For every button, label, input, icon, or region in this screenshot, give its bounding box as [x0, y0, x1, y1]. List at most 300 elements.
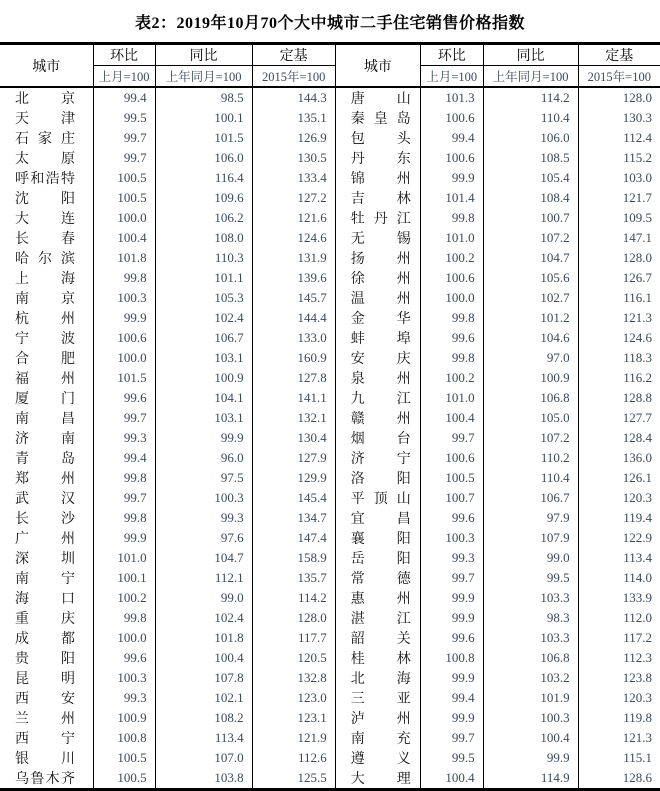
mom-value-right: 100.5 — [420, 468, 483, 488]
base-value-right: 112.3 — [623, 650, 652, 665]
table-row — [0, 188, 660, 208]
yoy-value-right: 102.7 — [483, 288, 578, 308]
city-name-left: 南宁 — [15, 572, 75, 587]
yoy-value-left: 102.4 — [155, 608, 252, 628]
city-name-right: 秦皇岛 — [350, 112, 411, 127]
base-value-left: 117.7 — [252, 628, 335, 648]
city-cell-right — [335, 108, 420, 128]
city-cell-left — [0, 368, 93, 388]
yoy-value-right: 105.0 — [483, 408, 578, 428]
city-cell-left — [0, 628, 93, 648]
city-cell-left — [0, 408, 93, 428]
yoy-value-right: 104.7 — [483, 248, 578, 268]
base-value-right: 113.4 — [623, 550, 652, 565]
city-name-right: 无锡 — [350, 232, 411, 247]
city-name-left: 长沙 — [15, 512, 75, 527]
yoy-value-left: 104.7 — [155, 548, 252, 568]
city-name-right: 常德 — [350, 572, 411, 587]
mom-value-right: 101.4 — [420, 188, 483, 208]
yoy-value-left: 102.1 — [155, 688, 252, 708]
city-cell-right — [335, 448, 420, 468]
yoy-value-left: 100.4 — [155, 648, 252, 668]
mom-value-right: 99.9 — [420, 708, 483, 728]
city-name-right: 金华 — [350, 312, 411, 327]
mom-value-left: 99.8 — [93, 268, 155, 288]
table-row — [0, 148, 660, 168]
city-name-left: 武汉 — [15, 492, 75, 507]
base-value-left: 133.0 — [252, 328, 335, 348]
yoy-value-left: 99.9 — [155, 428, 252, 448]
city-name-left: 长春 — [15, 232, 75, 247]
base-value-right: 133.9 — [622, 590, 652, 605]
col-header-yoy-left: 同比 — [155, 44, 252, 66]
city-cell-left — [0, 568, 93, 588]
yoy-value-right: 103.3 — [483, 588, 578, 608]
yoy-value-left: 98.5 — [155, 87, 252, 108]
table-row — [0, 708, 660, 728]
table-row — [0, 168, 660, 188]
city-cell-left — [0, 428, 93, 448]
yoy-value-left: 100.9 — [155, 368, 252, 388]
city-cell-right — [335, 248, 420, 268]
yoy-value-right: 97.0 — [483, 348, 578, 368]
table-row — [0, 548, 660, 568]
subheader-yoy-left: 上年同月=100 — [155, 66, 252, 88]
city-name-right: 烟台 — [350, 432, 411, 447]
city-name-right: 泉州 — [350, 372, 411, 387]
yoy-value-left: 107.8 — [155, 668, 252, 688]
city-cell-left — [0, 108, 93, 128]
mom-value-left: 100.6 — [93, 328, 155, 348]
mom-value-left: 100.5 — [93, 768, 155, 790]
table-row — [0, 228, 660, 248]
base-value-left: 144.3 — [252, 87, 335, 108]
city-name-right: 泸州 — [350, 712, 411, 727]
city-name-right: 襄阳 — [350, 532, 411, 547]
base-value-left: 129.9 — [252, 468, 335, 488]
mom-value-right: 100.8 — [420, 648, 483, 668]
base-value-right: 147.1 — [622, 230, 652, 245]
city-name-right: 包头 — [350, 132, 411, 147]
city-name-left: 北京 — [15, 92, 75, 107]
base-value-right: 128.4 — [622, 430, 652, 445]
table-row — [0, 588, 660, 608]
city-name-right: 蚌埠 — [350, 332, 411, 347]
city-name-right: 宜昌 — [350, 512, 411, 527]
city-cell-left — [0, 248, 93, 268]
base-value-right: 120.3 — [622, 490, 652, 505]
base-value-left: 127.2 — [252, 188, 335, 208]
city-cell-left — [0, 388, 93, 408]
city-name-right: 桂林 — [350, 652, 411, 667]
yoy-value-left: 101.8 — [155, 628, 252, 648]
mom-value-right: 100.6 — [420, 148, 483, 168]
base-value-right: 118.3 — [623, 350, 652, 365]
city-name-right: 扬州 — [350, 252, 411, 267]
city-name-left: 南京 — [15, 292, 75, 307]
base-value-right: 120.3 — [622, 690, 652, 705]
mom-value-left: 100.0 — [93, 348, 155, 368]
table-row — [0, 348, 660, 368]
base-value-left: 132.1 — [252, 408, 335, 428]
base-value-right: 119.4 — [623, 510, 652, 525]
base-value-right: 112.0 — [623, 610, 652, 625]
yoy-value-right: 105.4 — [483, 168, 578, 188]
mom-value-right: 99.7 — [420, 568, 483, 588]
base-value-left: 145.7 — [252, 288, 335, 308]
base-value-right: 121.7 — [622, 190, 652, 205]
mom-value-right: 100.6 — [420, 268, 483, 288]
city-cell-right — [335, 468, 420, 488]
base-value-right: 126.1 — [622, 470, 652, 485]
city-cell-right — [335, 148, 420, 168]
base-value-right: 117.2 — [623, 630, 652, 645]
base-value-left: 127.9 — [252, 448, 335, 468]
base-value-left: 127.8 — [252, 368, 335, 388]
city-cell-right — [335, 688, 420, 708]
city-cell-left — [0, 728, 93, 748]
city-cell-left — [0, 708, 93, 728]
yoy-value-right: 100.7 — [483, 208, 578, 228]
table-row — [0, 248, 660, 268]
mom-value-left: 100.5 — [93, 748, 155, 768]
subheader-yoy-right: 上年同月=100 — [483, 66, 578, 88]
yoy-value-right: 99.0 — [483, 548, 578, 568]
mom-value-right: 100.3 — [420, 528, 483, 548]
mom-value-left: 101.8 — [93, 248, 155, 268]
base-value-left: 125.5 — [252, 768, 335, 790]
mom-value-right: 100.7 — [420, 488, 483, 508]
city-cell-left — [0, 208, 93, 228]
city-cell-right — [335, 268, 420, 288]
city-cell-left — [0, 168, 93, 188]
city-name-right: 岳阳 — [350, 552, 411, 567]
table-row — [0, 608, 660, 628]
mom-value-left: 99.7 — [93, 488, 155, 508]
city-cell-right — [335, 328, 420, 348]
table-body — [0, 87, 660, 790]
city-name-right: 南充 — [350, 732, 411, 747]
yoy-value-left: 103.1 — [155, 348, 252, 368]
table-header — [0, 44, 660, 88]
city-cell-right — [335, 488, 420, 508]
yoy-value-left: 97.5 — [155, 468, 252, 488]
mom-value-right: 99.6 — [420, 628, 483, 648]
col-header-mom-left: 环比 — [93, 44, 155, 66]
city-cell-right — [335, 548, 420, 568]
city-name-right: 遵义 — [350, 752, 411, 767]
table-row — [0, 408, 660, 428]
city-cell-left — [0, 668, 93, 688]
col-header-yoy-right: 同比 — [483, 44, 578, 66]
base-value-right: 128.6 — [622, 770, 652, 785]
mom-value-right: 99.9 — [420, 168, 483, 188]
mom-value-left: 99.6 — [93, 648, 155, 668]
table-row — [0, 308, 660, 328]
city-name-left: 宁波 — [15, 332, 75, 347]
mom-value-right: 99.8 — [420, 308, 483, 328]
city-cell-left — [0, 448, 93, 468]
city-cell-right — [335, 728, 420, 748]
base-value-left: 123.1 — [252, 708, 335, 728]
city-cell-right — [335, 128, 420, 148]
yoy-value-left: 103.1 — [155, 408, 252, 428]
mom-value-right: 99.6 — [420, 508, 483, 528]
yoy-value-right: 114.9 — [483, 768, 578, 790]
table-row — [0, 508, 660, 528]
city-name-left: 济南 — [15, 432, 75, 447]
city-name-left: 昆明 — [15, 672, 75, 687]
city-cell-right — [335, 508, 420, 528]
mom-value-left: 99.7 — [93, 408, 155, 428]
mom-value-right: 99.9 — [420, 588, 483, 608]
city-name-left: 哈尔滨 — [15, 252, 75, 267]
yoy-value-left: 106.0 — [155, 148, 252, 168]
base-value-left: 134.7 — [252, 508, 335, 528]
city-cell-right — [335, 668, 420, 688]
mom-value-left: 99.3 — [93, 428, 155, 448]
city-cell-right — [335, 608, 420, 628]
mom-value-right: 99.6 — [420, 328, 483, 348]
yoy-value-right: 110.4 — [483, 108, 578, 128]
yoy-value-left: 100.1 — [155, 108, 252, 128]
city-name-right: 大理 — [350, 772, 411, 787]
table-row — [0, 568, 660, 588]
yoy-value-left: 100.3 — [155, 488, 252, 508]
city-cell-left — [0, 688, 93, 708]
yoy-value-left: 105.3 — [155, 288, 252, 308]
yoy-value-left: 116.4 — [155, 168, 252, 188]
city-name-left: 石家庄 — [15, 132, 75, 147]
mom-value-right: 99.8 — [420, 348, 483, 368]
yoy-value-right: 108.4 — [483, 188, 578, 208]
base-value-left: 135.7 — [252, 568, 335, 588]
city-name-right: 牡丹江 — [350, 212, 411, 227]
yoy-value-left: 96.0 — [155, 448, 252, 468]
yoy-value-left: 113.4 — [155, 728, 252, 748]
mom-value-right: 100.4 — [420, 768, 483, 790]
city-name-right: 温州 — [350, 292, 411, 307]
city-cell-right — [335, 288, 420, 308]
city-cell-right — [335, 628, 420, 648]
city-name-left: 南昌 — [15, 412, 75, 427]
subheader-mom-left: 上月=100 — [93, 66, 155, 88]
city-name-left: 沈阳 — [15, 192, 75, 207]
city-cell-left — [0, 508, 93, 528]
city-cell-left — [0, 228, 93, 248]
mom-value-left: 101.0 — [93, 548, 155, 568]
base-value-left: 130.5 — [252, 148, 335, 168]
mom-value-right: 100.4 — [420, 408, 483, 428]
base-value-left: 124.6 — [252, 228, 335, 248]
base-value-right: 121.3 — [622, 730, 652, 745]
city-cell-right — [335, 87, 420, 108]
city-cell-right — [335, 568, 420, 588]
base-value-left: 128.0 — [252, 608, 335, 628]
base-value-left: 160.9 — [252, 348, 335, 368]
mom-value-left: 99.9 — [93, 528, 155, 548]
yoy-value-right: 101.2 — [483, 308, 578, 328]
table-row — [0, 388, 660, 408]
table-row — [0, 128, 660, 148]
city-cell-left — [0, 148, 93, 168]
city-cell-right — [335, 588, 420, 608]
city-cell-left — [0, 768, 93, 790]
base-value-right: 126.7 — [622, 270, 652, 285]
base-value-right: 128.0 — [622, 90, 652, 105]
price-index-table — [0, 42, 660, 791]
table-row — [0, 428, 660, 448]
base-value-right: 121.3 — [622, 310, 652, 325]
city-name-left: 青岛 — [15, 452, 75, 467]
base-value-left: 123.0 — [252, 688, 335, 708]
base-value-left: 132.8 — [252, 668, 335, 688]
mom-value-left: 100.8 — [93, 728, 155, 748]
yoy-value-left: 101.5 — [155, 128, 252, 148]
city-cell-right — [335, 368, 420, 388]
city-cell-left — [0, 188, 93, 208]
mom-value-left: 99.5 — [93, 108, 155, 128]
city-name-left: 西安 — [15, 692, 75, 707]
mom-value-right: 100.6 — [420, 448, 483, 468]
table-row — [0, 108, 660, 128]
city-cell-right — [335, 708, 420, 728]
base-value-left: 126.9 — [252, 128, 335, 148]
base-value-right: 122.9 — [622, 530, 652, 545]
mom-value-right: 100.2 — [420, 368, 483, 388]
city-name-right: 湛江 — [350, 612, 411, 627]
table-row — [0, 368, 660, 388]
table-row — [0, 488, 660, 508]
mom-value-left: 100.1 — [93, 568, 155, 588]
base-value-right: 136.0 — [622, 450, 652, 465]
base-value-right: 124.6 — [622, 330, 652, 345]
city-cell-right — [335, 528, 420, 548]
city-cell-right — [335, 208, 420, 228]
mom-value-left: 99.7 — [93, 148, 155, 168]
yoy-value-left: 99.3 — [155, 508, 252, 528]
yoy-value-right: 104.6 — [483, 328, 578, 348]
city-name-left: 海口 — [15, 592, 75, 607]
mom-value-right: 101.3 — [420, 87, 483, 108]
city-name-left: 大连 — [15, 212, 75, 227]
yoy-value-right: 107.2 — [483, 228, 578, 248]
yoy-value-left: 97.6 — [155, 528, 252, 548]
base-value-right: 127.7 — [622, 410, 652, 425]
city-name-right: 平顶山 — [350, 492, 411, 507]
mom-value-left: 99.9 — [93, 308, 155, 328]
base-value-right: 119.8 — [623, 710, 652, 725]
city-name-right: 唐山 — [350, 92, 411, 107]
city-name-left: 深圳 — [15, 552, 75, 567]
mom-value-left: 99.7 — [93, 128, 155, 148]
yoy-value-right: 107.2 — [483, 428, 578, 448]
city-cell-right — [335, 648, 420, 668]
city-name-right: 丹东 — [350, 152, 411, 167]
city-cell-left — [0, 748, 93, 768]
page-title: 表2：2019年10月70个大中城市二手住宅销售价格指数 — [134, 15, 525, 32]
base-value-left: 130.4 — [252, 428, 335, 448]
mom-value-left: 100.9 — [93, 708, 155, 728]
table-row — [0, 648, 660, 668]
base-value-right: 114.0 — [623, 570, 652, 585]
city-cell-left — [0, 288, 93, 308]
table-row — [0, 768, 660, 790]
yoy-value-right: 100.9 — [483, 368, 578, 388]
city-name-right: 三亚 — [350, 692, 411, 707]
city-name-right: 吉林 — [350, 192, 411, 207]
city-cell-left — [0, 468, 93, 488]
city-cell-left — [0, 648, 93, 668]
table-row — [0, 688, 660, 708]
city-name-left: 福州 — [15, 372, 75, 387]
base-value-left: 141.1 — [252, 388, 335, 408]
city-cell-right — [335, 188, 420, 208]
city-cell-left — [0, 308, 93, 328]
yoy-value-left: 102.4 — [155, 308, 252, 328]
city-name-right: 惠州 — [350, 592, 411, 607]
city-name-right: 北海 — [350, 672, 411, 687]
mom-value-right: 99.3 — [420, 548, 483, 568]
mom-value-right: 100.2 — [420, 248, 483, 268]
city-cell-right — [335, 408, 420, 428]
mom-value-right: 101.0 — [420, 228, 483, 248]
yoy-value-left: 112.1 — [155, 568, 252, 588]
table-row — [0, 628, 660, 648]
yoy-value-left: 101.1 — [155, 268, 252, 288]
city-name-right: 赣州 — [350, 412, 411, 427]
city-name-left: 乌鲁木齐 — [15, 772, 75, 787]
mom-value-left: 100.3 — [93, 668, 155, 688]
table-row — [0, 87, 660, 108]
base-value-left: 131.9 — [252, 248, 335, 268]
city-cell-left — [0, 588, 93, 608]
base-value-left: 147.4 — [252, 528, 335, 548]
base-value-right: 128.8 — [622, 390, 652, 405]
base-value-left: 139.6 — [252, 268, 335, 288]
base-value-right: 116.1 — [623, 290, 652, 305]
city-name-left: 上海 — [15, 272, 75, 287]
base-value-left: 121.6 — [252, 208, 335, 228]
subheader-mom-right: 上月=100 — [420, 66, 483, 88]
city-cell-left — [0, 268, 93, 288]
mom-value-left: 100.2 — [93, 588, 155, 608]
mom-value-right: 101.0 — [420, 388, 483, 408]
subheader-base-left: 2015年=100 — [252, 66, 335, 88]
city-name-left: 重庆 — [15, 612, 75, 627]
yoy-value-right: 107.9 — [483, 528, 578, 548]
base-value-left: 114.2 — [252, 588, 335, 608]
city-name-left: 呼和浩特 — [15, 172, 75, 187]
table-row — [0, 468, 660, 488]
table-row — [0, 288, 660, 308]
col-header-base-left: 定基 — [252, 44, 335, 66]
base-value-right: 115.2 — [623, 150, 652, 165]
base-value-left: 144.4 — [252, 308, 335, 328]
yoy-value-right: 103.3 — [483, 628, 578, 648]
mom-value-right: 99.5 — [420, 748, 483, 768]
table-row — [0, 328, 660, 348]
yoy-value-right: 98.3 — [483, 608, 578, 628]
yoy-value-left: 104.1 — [155, 388, 252, 408]
city-cell-left — [0, 328, 93, 348]
base-value-left: 112.6 — [252, 748, 335, 768]
city-name-left: 厦门 — [15, 392, 75, 407]
base-value-right: 109.5 — [622, 210, 652, 225]
city-cell-right — [335, 348, 420, 368]
mom-value-right: 99.4 — [420, 128, 483, 148]
col-header-city-left: 城市 — [0, 44, 93, 88]
